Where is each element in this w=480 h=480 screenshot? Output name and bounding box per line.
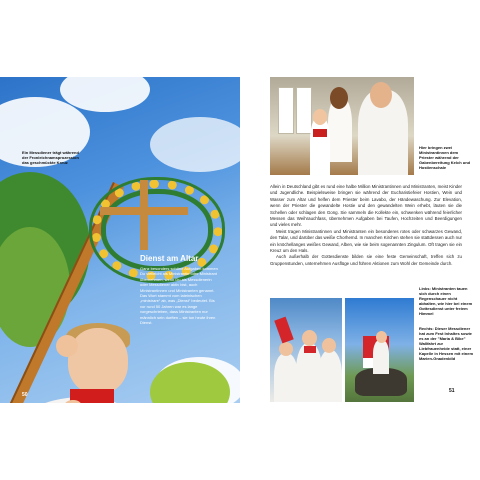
ministrant-figure bbox=[318, 350, 342, 402]
ministrant-head bbox=[302, 330, 317, 346]
cloud bbox=[150, 117, 240, 172]
ministrant-head bbox=[322, 338, 336, 353]
paragraph: Allein in Deutschland gibt es rund eine halbe Million Ministrantinnen und Ministranten, meist Kinder und Jugendliche. Beispielsweise bringen sie während der Eucharistiefeier Hostien, Wein und Wasser zum Altar und helfen dem Priester beim Lavabo, der Händewaschung. Zur Elevation, wenn der Priester die gewandelte Hostie und den gewandelten Wein erhebt, läuten sie die Schellen oder schlagen den Gong. Sie sammeln die Kollekte ein, schwenken während feierlicher Messen das Weihrauchfass, übernehmen Aufgaben bei Taufen, Hochzeiten und Beerdigungen und vieles mehr. bbox=[270, 184, 462, 228]
cross-beam bbox=[140, 180, 148, 250]
red-collar bbox=[304, 346, 316, 353]
rider-head bbox=[376, 331, 387, 343]
window bbox=[278, 87, 294, 134]
rider-figure bbox=[373, 340, 389, 374]
red-sleeve bbox=[274, 317, 293, 344]
section-heading: Dienst am Altar bbox=[140, 254, 199, 263]
paragraph: Auch außerhalb der Gottesdienste bilden sie eine feste Gemeinschaft, treffen sich zu Gruppenstunden, unternehmen Ausflüge und führen Aktionen zum Wohl der Gemeinde durch. bbox=[270, 254, 462, 266]
red-collar bbox=[313, 129, 327, 137]
rain-procession-photo bbox=[270, 298, 342, 402]
window bbox=[296, 87, 312, 134]
flower-wreath bbox=[92, 180, 222, 280]
photo-caption: Links: Ministranten tauen sich durch einen Regenschauer nicht abhalten, wie hier bei einem Gottesdienst unter freiem Himmel bbox=[419, 286, 473, 316]
paragraph: Meist tragen Ministrantinnen und Ministranten ein besonderes rotes oder schwarzes Gewand, den Talar, und darüber das weiße Chorhemd. In manchen Kirchen stehen sie stattdessen auch nur ein knöchellanges weißes Gewand, Alben, wie sie beim sogenannten Zingulum. Oft tragen sie ein Kreuz um den Hals. bbox=[270, 228, 462, 254]
photo-caption: Hier bringen zwei Ministrantinnen dem Priester während der Gabenbereitung Kelch und Hostienschale bbox=[419, 145, 471, 170]
ministrant-figure bbox=[274, 353, 298, 402]
hand bbox=[56, 335, 78, 357]
eucharist-photo bbox=[270, 77, 414, 175]
altar-boy-face bbox=[68, 328, 128, 394]
photo-caption: Rechts: Dieser Messdiener hat zum Fest Inhaltes sowie es an der "Maria & Bike" Wallfahrt zur Liebfrauenheide statt, einer Kapelle in Hessen mit einem Marien-Gnadenbild bbox=[419, 326, 474, 361]
photo-caption: Ein Messdiener trägt während der Fronleichnamsprozession das geschmückte Kreuz bbox=[22, 150, 79, 165]
ministrant-figure bbox=[310, 117, 330, 175]
page-number-left: 50 bbox=[22, 392, 28, 398]
priest-head bbox=[370, 82, 392, 108]
ministrant-head bbox=[279, 342, 293, 356]
horse-pilgrimage-photo bbox=[345, 298, 414, 402]
section-text: Ganz besonders schöne Aufgaben kommen Du vielleicht als Ministrantin oder Ministrant übernehmen, wenn Du als Messdienerin oder Messdiener aktiv bist, auch Ministrantinnen und Ministranten genannt. Das Wort stammt vom lateinischen „ministrare“ ab, was „Dienst“ bedeutet. Bis vor rund 50 Jahren war es lange vorgeschrieben, dass Ministranten nur männlich sein durften – sie tun heute ihren Dienst. bbox=[140, 266, 218, 326]
page-number-right: 51 bbox=[449, 388, 455, 394]
ministrant-head bbox=[330, 87, 348, 109]
ministrant-head bbox=[313, 109, 327, 125]
procession-photo bbox=[0, 77, 240, 403]
article-body bbox=[270, 184, 462, 267]
